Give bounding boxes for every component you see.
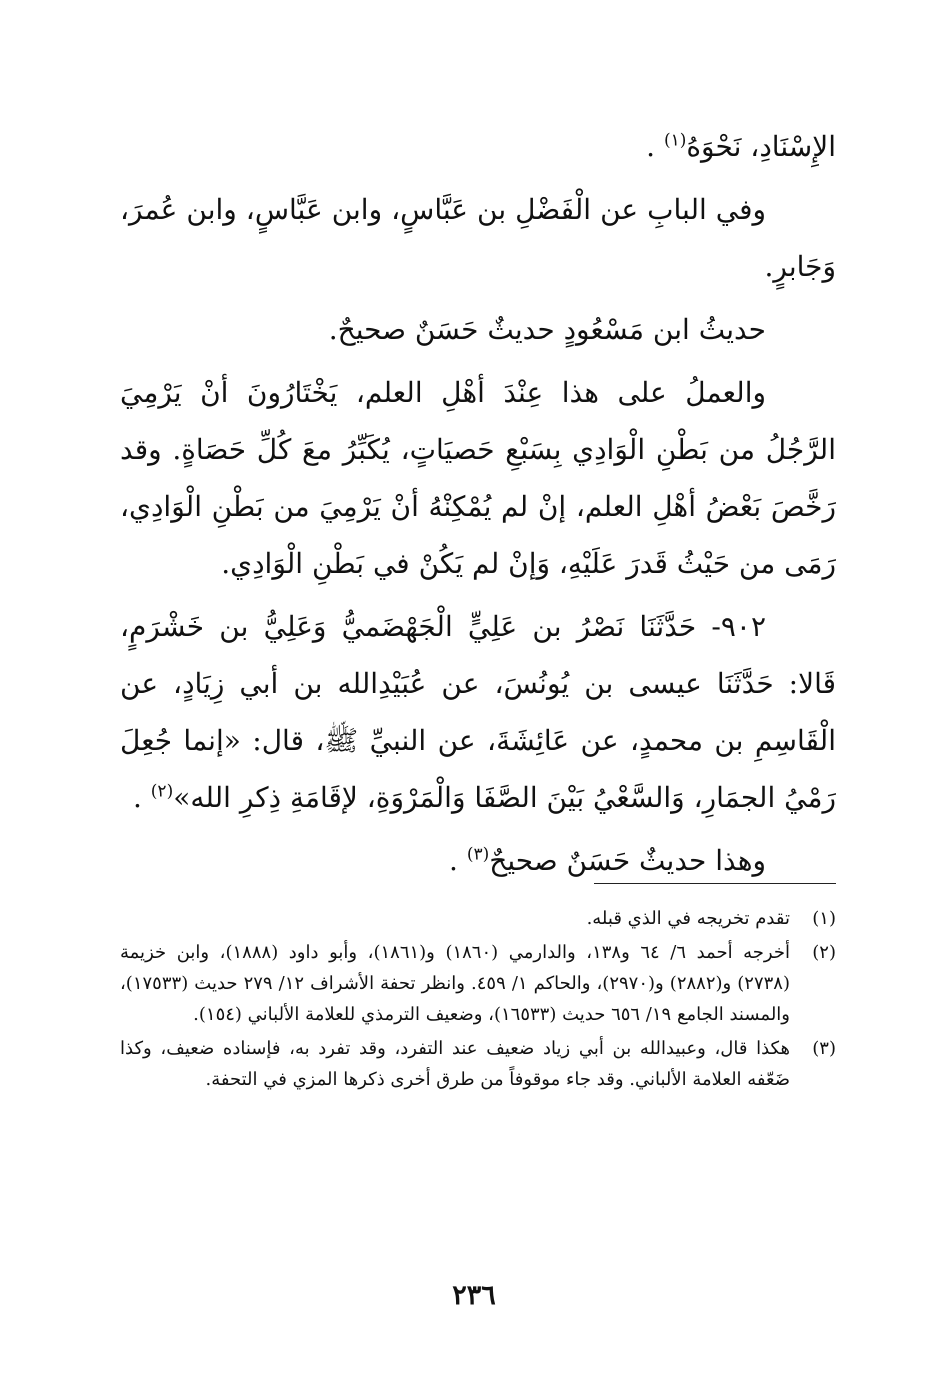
footnote-separator	[594, 883, 836, 884]
footnote-ref-2: (٢)	[150, 781, 174, 802]
page-number: ٢٣٦	[452, 1280, 496, 1311]
hadith-902: ٩٠٢- حَدَّثَنَا نَصْرُ بن عَلِيٍّ الْجَهْضَميُّ وَعَلِيُّ بن خَشْرَمٍ، قَالا: حَدَّثَنَا عيسى بن يُونُسَ، عن عُبَيْدِالله بن أبي زِيَادٍ، عن الْقَاسِمِ بن محمدٍ، عن عَائِشَةَ، عن النبيِّ ﷺ، قال: «إنما جُعِلَ رَمْيُ الجمَارِ، وَالسَّعْيُ بَيْنَ الصَّفَا وَالْمَرْوَةِ، لإقَامَةِ ذِكرِ الله»$^{(٢)}$ .	[120, 610, 836, 814]
footnote-ref-3: (٣)	[466, 844, 490, 865]
paragraph-2: وفي البابِ عن الْفَضْلِ بن عَبَّاسٍ، وابن عَبَّاسٍ، وابن عُمرَ، وَجَابرٍ.	[120, 193, 836, 283]
paragraph-4: والعملُ على هذا عِنْدَ أهْلِ العلم، يَخْتَارُونَ أنْ يَرْمِيَ الرَّجُلُ من بَطْنِ الْوَادِي بِسَبْعِ حَصيَاتٍ، يُكَبِّرُ معَ كُلِّ حَصَاةٍ. وقد رَخَّصَ بَعْضُ أهْلِ العلم، إنْ لم يُمْكِنْهُ أنْ يَرْمِيَ من بَطْنِ الْوَادِي، رَمَى من حَيْثُ قَدرَ عَلَيْهِ، وَإنْ لم يَكُنْ في بَطْنِ الْوَادِي.	[120, 376, 836, 580]
footnote-1	[120, 903, 836, 934]
footnotes	[120, 903, 836, 1098]
main-text	[120, 118, 836, 889]
footnote-text: أخرجه أحمد ٦/ ٦٤ و١٣٨، والدارمي (١٨٦٠) و(١٨٦١)، وأبو داود (١٨٨٨)، وابن خزيمة (٢٧٣٨) و(٢٨٨٢) و(٢٩٧٠)، والحاكم ١/ ٤٥٩. وانظر تحفة الأشراف ١٢/ ٢٧٩ حديث (١٧٥٣٣)، والمسند الجامع ١٩/ ٦٥٦ حديث (١٦٥٣٣)، وضعيف الترمذي للعلامة الألباني (١٥٤).	[120, 942, 790, 1025]
footnote-number: (١)	[812, 908, 836, 929]
footnote-number: (٣)	[812, 1038, 836, 1059]
footnote-number: (٢)	[812, 942, 836, 963]
footnote-text: هكذا قال، وعبيدالله بن أبي زياد ضعيف عند التفرد، وقد تفرد به، فإسناده ضعيف، وكذا ضَعّفه العلامة الألباني. وقد جاء موقوفاً من طرق أخرى ذكرها المزي في التحفة.	[120, 1038, 790, 1090]
paragraph-1: الإِسْنَادِ، نَحْوَهُ$^{(١)}$ .	[646, 130, 836, 163]
footnote-ref-1: (١)	[663, 130, 687, 151]
footnote-2	[120, 937, 836, 1030]
paragraph-3: حديثُ ابن مَسْعُودٍ حديثٌ حَسَنٌ صحيحٌ.	[328, 313, 766, 346]
paragraph-6: وهذا حديثٌ حَسَنٌ صحيحٌ$^{(٣)}$ .	[449, 844, 766, 877]
footnote-text: تقدم تخريجه في الذي قبله.	[586, 908, 790, 929]
footnote-3	[120, 1033, 836, 1095]
